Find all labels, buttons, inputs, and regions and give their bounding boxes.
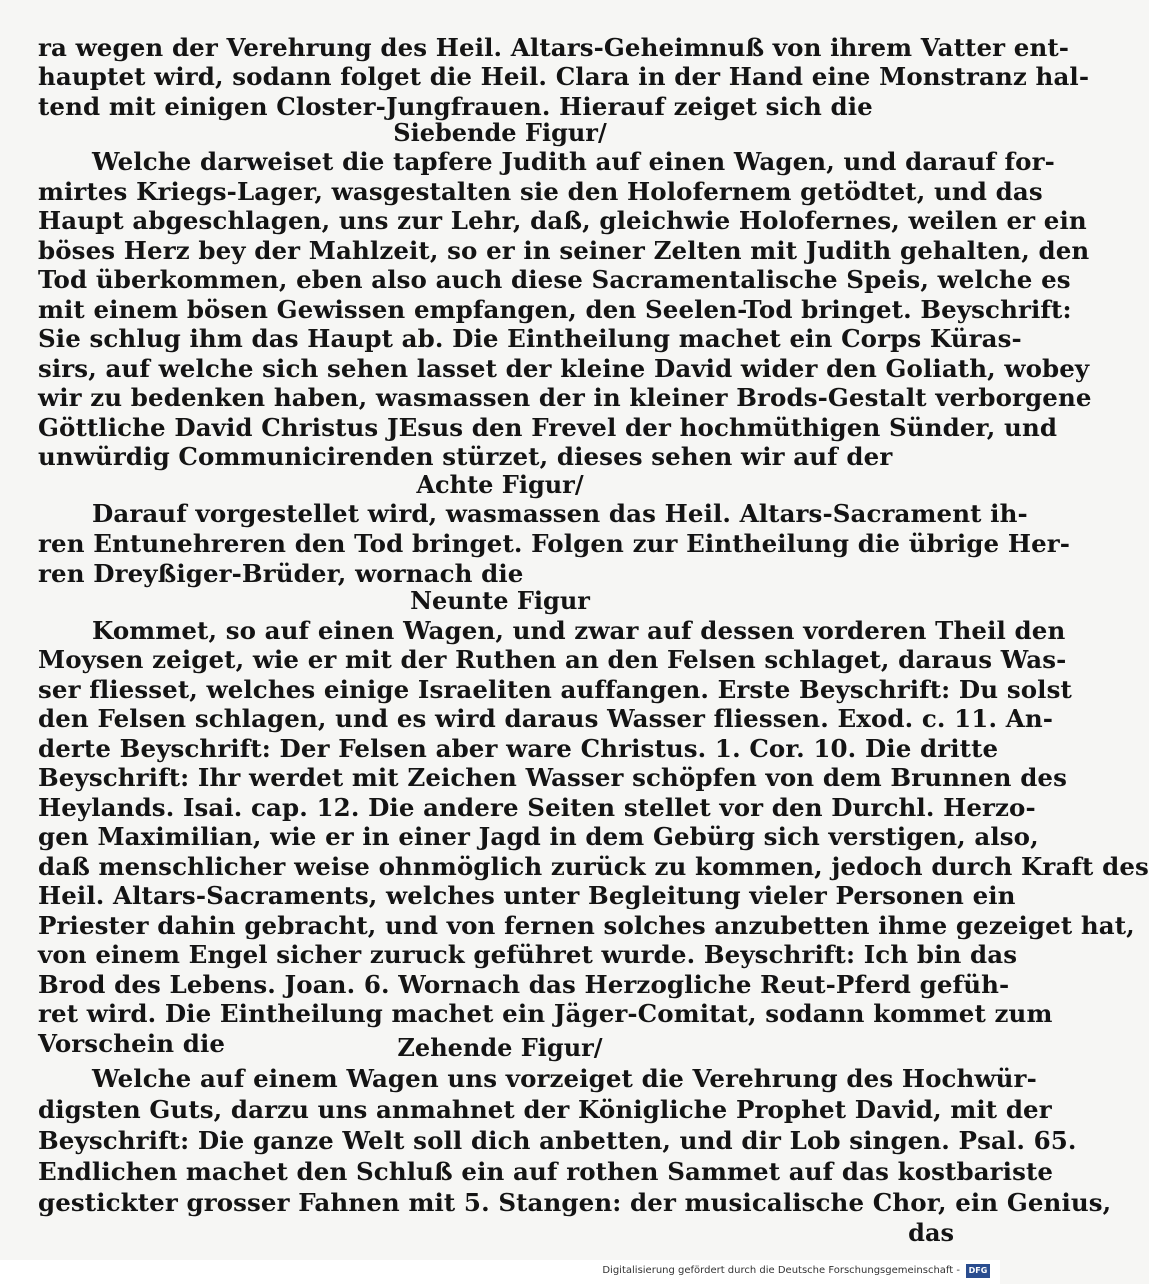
text-line: böses Herz bey der Mahlzeit, so er in seiner Zelten mit Judith gehalten, den [38, 235, 1090, 265]
text-line: ser fliesset, welches einige Israeliten auffangen. Erste Beyschrift: Du solst [38, 674, 1072, 704]
text-line: unwürdig Communicirenden stürzet, dieses sehen wir auf der [38, 442, 893, 472]
text-line: Darauf vorgestellet wird, wasmassen das Heil. Altars-Sacrament ih- [92, 499, 1028, 529]
text-line: ra wegen der Verehrung des Heil. Altars-Geheimnuß von ihrem Vatter ent- [38, 32, 1070, 62]
section-heading: Achte Figur/ [416, 469, 584, 499]
text-line: Brod des Lebens. Joan. 6. Wornach das Herzogliche Reut-Pferd gefüh- [38, 969, 1010, 999]
text-line: Endlichen machet den Schluß ein auf rothen Sammet auf das kostbariste [38, 1157, 1054, 1186]
text-line: wir zu bedenken haben, wasmassen der in kleiner Brods-Gestalt verborgene [38, 383, 1092, 413]
footer-credit: Digitalisierung gefördert durch die Deutsche Forschungsgemeinschaft - [602, 1265, 960, 1276]
text-line: Göttliche David Christus JEsus den Frevel der hochmüthigen Sünder, und [38, 412, 1058, 442]
text-line: Welche auf einem Wagen uns vorzeiget die Verehrung des Hochwür- [92, 1064, 1037, 1093]
text-line: ren Dreyßiger-Brüder, wornach die [38, 558, 524, 588]
text-line: Tod überkommen, eben also auch diese Sacramentalische Speis, welche es [38, 265, 1071, 295]
text-line: derte Beyschrift: Der Felsen aber ware Christus. 1. Cor. 10. Die dritte [38, 733, 999, 763]
digitization-footer [0, 1260, 1000, 1284]
text-line: gen Maximilian, wie er in einer Jagd in dem Gebürg sich verstigen, also, [38, 822, 1039, 852]
text-line: Beyschrift: Ihr werdet mit Zeichen Wasser schöpfen von dem Brunnen des [38, 763, 1068, 793]
section-heading: Zehende Figur/ [397, 1033, 603, 1062]
text-line: Kommet, so auf einen Wagen, und zwar auf dessen vorderen Theil den [92, 615, 1066, 645]
text-line: Priester dahin gebracht, und von fernen solches anzubetten ihme gezeiget hat, [38, 910, 1135, 940]
text-line: Welche darweiset die tapfere Judith auf einen Wagen, und darauf for- [92, 147, 1055, 177]
text-line: digsten Guts, darzu uns anmahnet der Königliche Prophet David, mit der [38, 1095, 1052, 1124]
text-line: Vorschein die [38, 1029, 226, 1058]
text-line: tend mit einigen Closter-Jungfrauen. Hierauf zeiget sich die [38, 91, 873, 121]
text-line: hauptet wird, sodann folget die Heil. Clara in der Hand eine Monstranz hal- [38, 62, 1090, 92]
text-line: daß menschlicher weise ohnmöglich zurück zu kommen, jedoch durch Kraft des [38, 851, 1149, 881]
dfg-logo: DFG [966, 1264, 990, 1278]
text-line: sirs, auf welche sich sehen lasset der kleine David wider den Goliath, wobey [38, 353, 1090, 383]
section-heading: Neunte Figur [410, 586, 590, 616]
text-line: Moysen zeiget, wie er mit der Ruthen an den Felsen schlaget, daraus Was- [38, 645, 1067, 675]
text-line: Heil. Altars-Sacraments, welches unter Begleitung vieler Personen ein [38, 881, 1016, 911]
text-line: gestickter grosser Fahnen mit 5. Stangen: der musicalische Chor, ein Genius, [38, 1188, 1112, 1217]
book-page-tail [28, 0, 1149, 1260]
text-line: mirtes Kriegs-Lager, wasgestalten sie den Holofernem getödtet, und das [38, 176, 1043, 206]
text-line: Sie schlug ihm das Haupt ab. Die Eintheilung machet ein Corps Küras- [38, 324, 1022, 354]
text-line: Beyschrift: Die ganze Welt soll dich anbetten, und dir Lob singen. Psal. 65. [38, 1126, 1077, 1155]
text-line: Heylands. Isai. cap. 12. Die andere Seiten stellet vor den Durchl. Herzo- [38, 792, 1036, 822]
section-heading: Siebende Figur/ [393, 118, 607, 148]
catchword: das [908, 1218, 954, 1247]
text-line: den Felsen schlagen, und es wird daraus Wasser fliessen. Exod. c. 11. An- [38, 704, 1054, 734]
text-line: Haupt abgeschlagen, uns zur Lehr, daß, gleichwie Holofernes, weilen er ein [38, 206, 1087, 236]
text-line: ren Entunehreren den Tod bringet. Folgen zur Eintheilung die übrige Her- [38, 529, 1071, 558]
text-line: ret wird. Die Eintheilung machet ein Jäger-Comitat, sodann kommet zum [38, 999, 1053, 1029]
text-line: von einem Engel sicher zuruck geführet wurde. Beyschrift: Ich bin das [38, 940, 1018, 970]
text-line: mit einem bösen Gewissen empfangen, den Seelen-Tod bringet. Beyschrift: [38, 294, 1072, 324]
